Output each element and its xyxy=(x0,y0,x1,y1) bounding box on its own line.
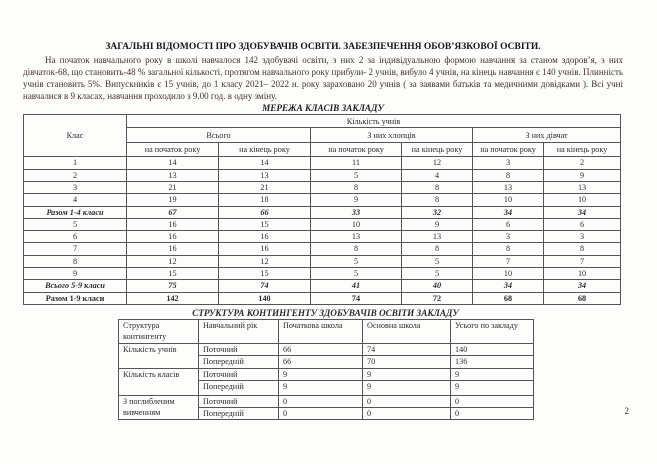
header-structure: Структура контингенту xyxy=(119,319,199,343)
value-cell: 5 xyxy=(402,268,473,280)
year-cell: Поточний xyxy=(199,343,279,355)
year-cell: Попередній xyxy=(199,408,279,420)
value-cell: 5 xyxy=(311,268,402,280)
table-row xyxy=(119,343,534,355)
table-header-row xyxy=(119,319,534,343)
value-cell: 16 xyxy=(127,243,219,255)
value-cell: 11 xyxy=(311,157,402,169)
value-cell: 3 xyxy=(473,231,544,243)
value-cell: 68 xyxy=(544,292,621,304)
value-cell: 0 xyxy=(279,395,363,407)
value-cell: 21 xyxy=(219,181,311,193)
value-cell: 8 xyxy=(311,243,402,255)
class-label-cell: 4 xyxy=(24,194,127,206)
table-header-row xyxy=(24,115,621,128)
table-row xyxy=(24,243,621,255)
value-cell: 40 xyxy=(402,280,473,292)
table-row xyxy=(24,231,621,243)
class-label-cell: Разом 1-9 класи xyxy=(24,292,127,304)
value-cell: 18 xyxy=(219,194,311,206)
value-cell: 41 xyxy=(311,280,402,292)
value-cell: 5 xyxy=(311,255,402,267)
value-cell: 13 xyxy=(311,231,402,243)
year-cell: Поточний xyxy=(199,395,279,407)
value-cell: 13 xyxy=(402,231,473,243)
value-cell: 9 xyxy=(544,169,621,181)
value-cell: 74 xyxy=(311,292,402,304)
class-label-cell: 7 xyxy=(24,243,127,255)
value-cell: 136 xyxy=(451,356,534,368)
table-row-subtotal-1-4 xyxy=(24,206,621,218)
value-cell: 9 xyxy=(402,218,473,230)
year-cell: Поточний xyxy=(199,368,279,380)
value-cell: 0 xyxy=(451,395,534,407)
value-cell: 0 xyxy=(451,408,534,420)
value-cell: 140 xyxy=(219,292,311,304)
value-cell: 72 xyxy=(402,292,473,304)
value-cell: 8 xyxy=(402,243,473,255)
value-cell: 10 xyxy=(473,268,544,280)
value-cell: 16 xyxy=(219,231,311,243)
value-cell: 142 xyxy=(127,292,219,304)
year-cell: Попередній xyxy=(199,380,279,395)
class-label-cell: 8 xyxy=(24,255,127,267)
value-cell: 75 xyxy=(127,280,219,292)
class-label-cell: 1 xyxy=(24,157,127,169)
class-network-table xyxy=(23,114,621,305)
value-cell: 8 xyxy=(544,243,621,255)
value-cell: 9 xyxy=(451,368,534,380)
header-students-count: Кількість учнів xyxy=(127,115,621,128)
value-cell: 8 xyxy=(311,181,402,193)
page-title: ЗАГАЛЬНІ ВІДОМОСТІ ПРО ЗДОБУВАЧІВ ОСВІТИ. ЗАБЕЗПЕЧЕННЯ ОБОВ’ЯЗКОВОЇ ОСВІТИ. xyxy=(105,42,541,52)
group-label-advanced-study: З поглибленим вивченням xyxy=(119,395,199,420)
class-label-cell: 5 xyxy=(24,218,127,230)
value-cell: 8 xyxy=(473,169,544,181)
page-number: 2 xyxy=(624,406,629,416)
value-cell: 8 xyxy=(402,181,473,193)
value-cell: 74 xyxy=(219,280,311,292)
header-girls: З них дівчат xyxy=(473,128,621,143)
value-cell: 3 xyxy=(473,157,544,169)
table-row xyxy=(24,169,621,181)
header-primary-school: Початкова школа xyxy=(279,319,363,343)
value-cell: 0 xyxy=(363,408,451,420)
header-total-by-institution: Усього по закладу xyxy=(451,319,534,343)
value-cell: 10 xyxy=(473,194,544,206)
class-label-cell: Всього 5-9 класи xyxy=(24,280,127,292)
value-cell: 9 xyxy=(363,380,451,395)
table-row xyxy=(24,218,621,230)
value-cell: 10 xyxy=(544,268,621,280)
header-class: Клас xyxy=(24,115,127,157)
value-cell: 2 xyxy=(544,157,621,169)
value-cell: 68 xyxy=(473,292,544,304)
value-cell: 67 xyxy=(127,206,219,218)
network-table-title: МЕРЕЖА КЛАСІВ ЗАКЛАДУ xyxy=(262,103,384,114)
table-row xyxy=(119,368,534,380)
header-year-start: на початок року xyxy=(311,143,402,157)
value-cell: 9 xyxy=(451,380,534,395)
value-cell: 74 xyxy=(363,343,451,355)
value-cell: 12 xyxy=(219,255,311,267)
value-cell: 5 xyxy=(311,169,402,181)
value-cell: 15 xyxy=(219,268,311,280)
value-cell: 9 xyxy=(279,380,363,395)
header-total: Всього xyxy=(127,128,311,143)
value-cell: 12 xyxy=(402,157,473,169)
value-cell: 6 xyxy=(544,218,621,230)
value-cell: 13 xyxy=(127,169,219,181)
contingent-structure-table xyxy=(118,319,534,420)
group-label-students: Кількість учнів xyxy=(119,343,199,368)
value-cell: 0 xyxy=(363,395,451,407)
value-cell: 13 xyxy=(544,181,621,193)
value-cell: 21 xyxy=(127,181,219,193)
value-cell: 140 xyxy=(451,343,534,355)
header-boys: З них хлопців xyxy=(311,128,473,143)
value-cell: 13 xyxy=(473,181,544,193)
table-row xyxy=(24,268,621,280)
header-year-end: на кінець року xyxy=(544,143,621,157)
value-cell: 9 xyxy=(279,368,363,380)
value-cell: 34 xyxy=(473,206,544,218)
table-row-subtotal-5-9 xyxy=(24,280,621,292)
value-cell: 66 xyxy=(279,356,363,368)
value-cell: 13 xyxy=(219,169,311,181)
table-row xyxy=(24,181,621,193)
header-year-start: на початок року xyxy=(473,143,544,157)
value-cell: 3 xyxy=(544,231,621,243)
header-year-end: на кінець року xyxy=(402,143,473,157)
class-label-cell: Разом 1-4 класи xyxy=(24,206,127,218)
header-year-end: на кінець року xyxy=(219,143,311,157)
value-cell: 34 xyxy=(544,206,621,218)
header-basic-school: Основна школа xyxy=(363,319,451,343)
table-row xyxy=(24,255,621,267)
value-cell: 14 xyxy=(127,157,219,169)
value-cell: 19 xyxy=(127,194,219,206)
table-row xyxy=(24,194,621,206)
table-row-total-1-9 xyxy=(24,292,621,304)
intro-paragraph: На початок навчального року в школі навчалося 142 здобувачі освіти, з них 2 за індивідуальною формою навчання за станом здоров’я, з них дівчаток-68, що становить-48 % загальної кількості, протягом навчального року прибули- 2 учнів, вибуло 4 учнів, на кінець навчання є 140 учнів. Плинність учнів становить 5%. Випускників є 15 учнів, до 1 класу 2021– 2022 н. року зараховано 20 учнів ( за заявами батьків та медичними довідками ). Всі учні навчалися в 9 класах, навчання проходило з 9.00 год. в одну зміну. xyxy=(23,55,623,102)
value-cell: 16 xyxy=(127,218,219,230)
value-cell: 7 xyxy=(473,255,544,267)
value-cell: 9 xyxy=(363,368,451,380)
table-row xyxy=(119,395,534,407)
value-cell: 8 xyxy=(402,194,473,206)
value-cell: 66 xyxy=(219,206,311,218)
value-cell: 9 xyxy=(311,194,402,206)
value-cell: 6 xyxy=(473,218,544,230)
value-cell: 16 xyxy=(219,243,311,255)
value-cell: 4 xyxy=(402,169,473,181)
class-label-cell: 6 xyxy=(24,231,127,243)
class-label-cell: 9 xyxy=(24,268,127,280)
document-content xyxy=(23,42,623,420)
year-cell: Попередній xyxy=(199,356,279,368)
value-cell: 15 xyxy=(127,268,219,280)
header-year-start: на початок року xyxy=(127,143,219,157)
value-cell: 0 xyxy=(279,408,363,420)
value-cell: 33 xyxy=(311,206,402,218)
value-cell: 66 xyxy=(279,343,363,355)
value-cell: 10 xyxy=(544,194,621,206)
class-label-cell: 3 xyxy=(24,181,127,193)
structure-table-title: СТРУКТУРА КОНТИНГЕНТУ ЗДОБУВАЧІВ ОСВІТИ ЗАКЛАДУ xyxy=(192,307,459,318)
value-cell: 15 xyxy=(219,218,311,230)
value-cell: 7 xyxy=(544,255,621,267)
group-label-classes: Кількість класів xyxy=(119,368,199,395)
value-cell: 34 xyxy=(544,280,621,292)
value-cell: 32 xyxy=(402,206,473,218)
table-row xyxy=(24,157,621,169)
header-school-year: Навчальний рік xyxy=(199,319,279,343)
value-cell: 16 xyxy=(127,231,219,243)
value-cell: 70 xyxy=(363,356,451,368)
value-cell: 5 xyxy=(402,255,473,267)
value-cell: 14 xyxy=(219,157,311,169)
value-cell: 12 xyxy=(127,255,219,267)
value-cell: 8 xyxy=(473,243,544,255)
class-label-cell: 2 xyxy=(24,169,127,181)
value-cell: 34 xyxy=(473,280,544,292)
value-cell: 10 xyxy=(311,218,402,230)
